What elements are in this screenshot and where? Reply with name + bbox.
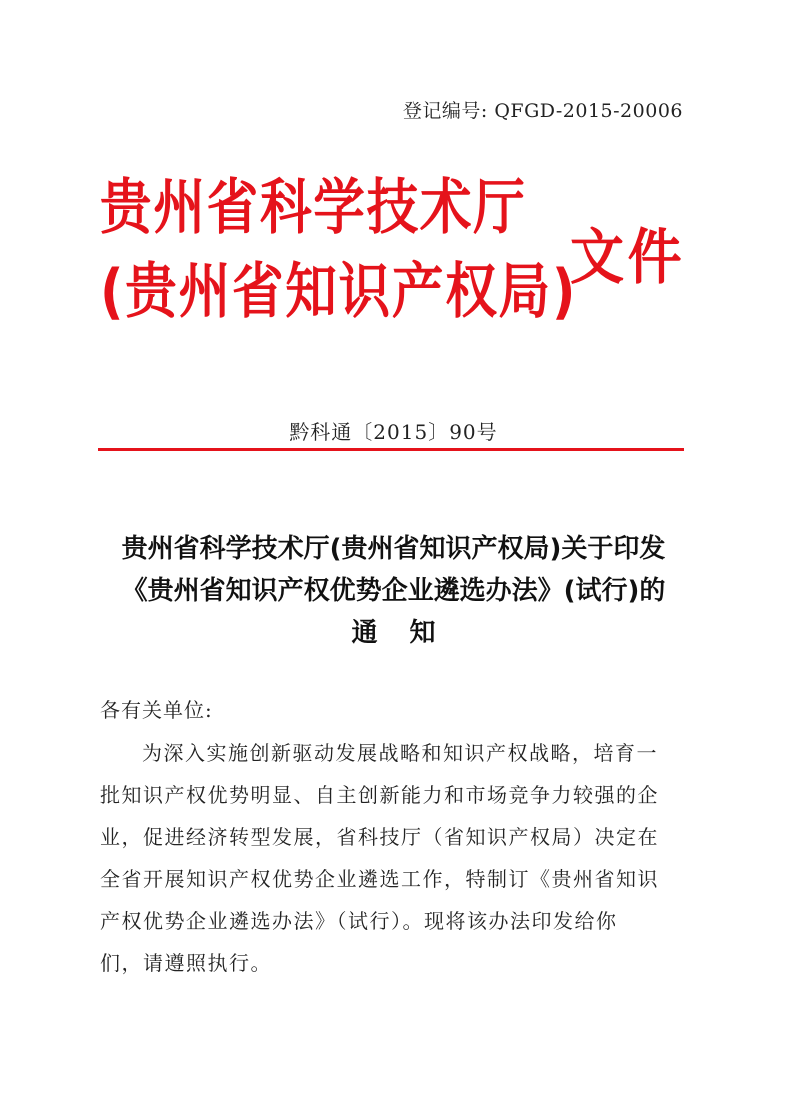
document-number: 黔科通〔2015〕90号 [289, 420, 498, 444]
document-title [80, 528, 707, 654]
body-line: 业，促进经济转型发展，省科技厅（省知识产权局）决定在 [100, 825, 659, 849]
salutation: 各有关单位: [100, 698, 213, 722]
masthead [100, 166, 700, 346]
title-line-2: 《贵州省知识产权优势企业遴选办法》(试行)的 [121, 576, 666, 606]
masthead-line-2: (贵州省知识产权局) [100, 257, 578, 327]
title-line-1: 贵州省科学技术厅(贵州省知识产权局)关于印发 [121, 534, 666, 564]
registration-number: 登记编号: QFGD-2015-20006 [402, 100, 683, 122]
body-line: 全省开展知识产权优势企业遴选工作，特制订《贵州省知识 [100, 867, 659, 891]
masthead-line-1: 贵州省科学技术厅 [100, 173, 527, 243]
masthead-issuer [100, 166, 577, 334]
body-line: 们，请遵照执行。 [100, 951, 272, 975]
body-line: 为深入实施创新驱动发展战略和知识产权战略，培育一 [142, 741, 658, 765]
red-separator-line [98, 448, 684, 451]
body-line: 产权优势企业遴选办法》（试行）。现将该办法印发给你 [100, 909, 618, 933]
title-line-3: 通知 [351, 618, 468, 648]
body-line: 批知识产权优势明显、自主创新能力和市场竞争力较强的企 [100, 783, 659, 807]
masthead-document-word: 文件 [570, 223, 686, 293]
body-paragraph [100, 732, 690, 984]
